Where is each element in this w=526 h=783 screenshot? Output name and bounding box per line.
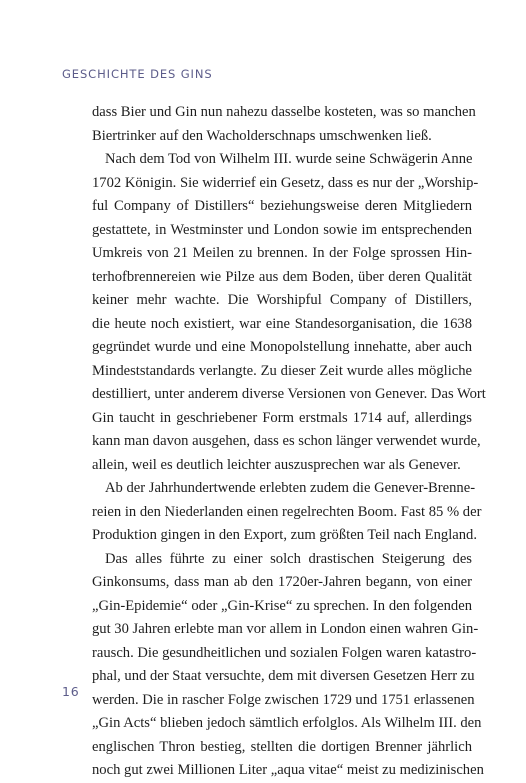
text-line: Mindeststandards verlangte. Zu dieser Zeit wurde alles mögliche: [92, 362, 472, 379]
text-line: Gin taucht in geschriebener Form erstmals 1714 auf, allerdings: [92, 409, 472, 426]
text-line: Produktion gingen in den Export, zum größten Teil nach England.: [92, 527, 477, 543]
text-line: gestattete, in Westminster und London sowie im entsprechenden: [92, 221, 472, 238]
text-line: 1702 Königin. Sie widerrief ein Gesetz, dass es nur der „Worship-: [92, 174, 479, 191]
text-line: werden. Die in rascher Folge zwischen 1729 und 1751 erlassenen: [92, 691, 475, 708]
text-line: die heute noch existiert, war eine Standesorganisation, die 1638: [92, 315, 472, 332]
body-text: [92, 101, 486, 783]
text-line: allein, weil es deutlich leichter auszusprechen war als Genever.: [92, 456, 461, 473]
text-line: rausch. Die gesundheitlichen und sozialen Folgen waren katastro-: [92, 644, 477, 661]
text-line: „Gin-Epidemie“ oder „Gin-Krise“ zu sprechen. In den folgenden: [92, 597, 472, 614]
text-line: gut 30 Jahren erlebte man vor allem in London einen wahren Gin-: [92, 621, 479, 637]
text-line: kann man davon ausgehen, dass es schon länger verwendet wurde,: [92, 433, 481, 449]
paragraph: [92, 477, 482, 548]
text-line: phal, und der Staat versuchte, dem mit diversen Gesetzen Herr zu: [92, 668, 475, 684]
text-line: terhofbrennereien wie Pilze aus dem Boden, über deren Qualität: [92, 268, 472, 285]
text-line: dass Bier und Gin nun nahezu dasselbe kosteten, was so manchen: [92, 104, 476, 120]
text-line: Nach dem Tod von Wilhelm III. wurde seine Schwägerin Anne: [105, 151, 473, 167]
paragraph: [92, 548, 484, 783]
text-line: destilliert, unter anderem diverse Versionen von Genever. Das Wort: [92, 386, 486, 402]
text-line: keiner mehr wachte. Die Worshipful Company of Distillers,: [92, 292, 472, 308]
text-line: Umkreis von 21 Meilen zu brennen. In der Folge sprossen Hin-: [92, 245, 472, 261]
text-line: Ab der Jahrhundertwende erlebten zudem die Genever-Brenne-: [105, 480, 476, 496]
text-line: gegründet wurde und eine Monopolstellung innehatte, aber auch: [92, 339, 472, 355]
running-head-title: GESCHICHTE DES GINS: [62, 67, 213, 81]
text-line: „Gin Acts“ blieben jedoch sämtlich erfolglos. Als Wilhelm III. den: [92, 715, 482, 731]
text-line: Biertrinker auf den Wacholderschnaps umschwenken ließ.: [92, 127, 432, 144]
paragraph: [92, 148, 486, 477]
text-line: Das alles führte zu einer solch drastischen Steigerung des: [105, 550, 472, 567]
paragraph: [92, 101, 476, 148]
page-number: 16: [62, 684, 80, 699]
text-line: reien in den Niederlanden einen regelrechten Boom. Fast 85 % der: [92, 503, 482, 520]
text-line: englischen Thron bestieg, stellten die dortigen Brenner jährlich: [92, 738, 472, 755]
text-line: Ginkonsums, dass man ab den 1720er-Jahren begann, von einer: [92, 574, 472, 590]
text-line: noch gut zwei Millionen Liter „aqua vitae“ meist zu medizinischen: [92, 762, 484, 778]
text-line: ful Company of Distillers“ beziehungsweise deren Mitgliedern: [92, 198, 472, 214]
